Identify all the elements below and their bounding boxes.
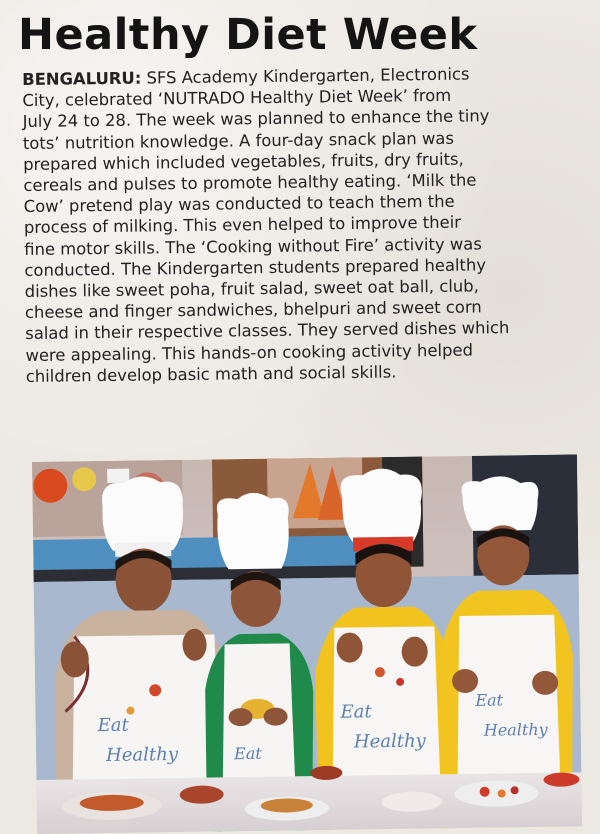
apron-text: Eat [233, 743, 262, 764]
article-line-15: children develop basic math and social skills. [25, 362, 397, 386]
headline: Healthy Diet Week [18, 10, 478, 60]
kids-cooking-photo [32, 454, 582, 834]
article-line-10: conducted. The Kindergarten students prepared healthy [24, 255, 487, 280]
dateline: BENGALURU: [22, 68, 142, 89]
apron-text: Eat [475, 690, 504, 710]
article-line-7: Cow’ pretend play was conducted to teach them the [23, 191, 455, 217]
article-line-11: dishes like sweet poha, fruit salad, sweet oat ball, club, [24, 276, 479, 302]
article-body [22, 62, 582, 387]
article-line-text: SFS Academy Kindergarten, Electronics [146, 64, 470, 88]
article-line-4: tots’ nutrition knowledge. A four-day snack plan was [22, 128, 455, 153]
article-line-5: prepared which included vegetables, fruits, dry fruits, [23, 149, 464, 174]
apron-text: Healthy [483, 719, 548, 740]
apron-text: Eat [97, 714, 129, 737]
article-line-2: City, celebrated ‘NUTRADO Healthy Diet Week’ from [22, 85, 452, 111]
article-line-9: fine motor skills. The ‘Cooking without Fire’ activity was [24, 234, 482, 259]
apron-text: Healthy [105, 743, 179, 766]
article-line-14: were appealing. This hands-on cooking activity helped [25, 340, 474, 365]
article-line-13: salad in their respective classes. They served dishes which [25, 318, 510, 344]
article-line-6: cereals and pulses to promote healthy eating. ‘Milk the [23, 170, 477, 196]
article-line-8: process of milking. This even helped to improve their [23, 213, 462, 238]
article-line-3: July 24 to 28. The week was planned to enhance the tiny [22, 106, 490, 132]
apron-text: Eat [340, 701, 372, 723]
apron-text: Healthy [353, 730, 426, 753]
article-line-12: cheese and finger sandwiches, bhelpuri and sweet corn [24, 297, 482, 323]
